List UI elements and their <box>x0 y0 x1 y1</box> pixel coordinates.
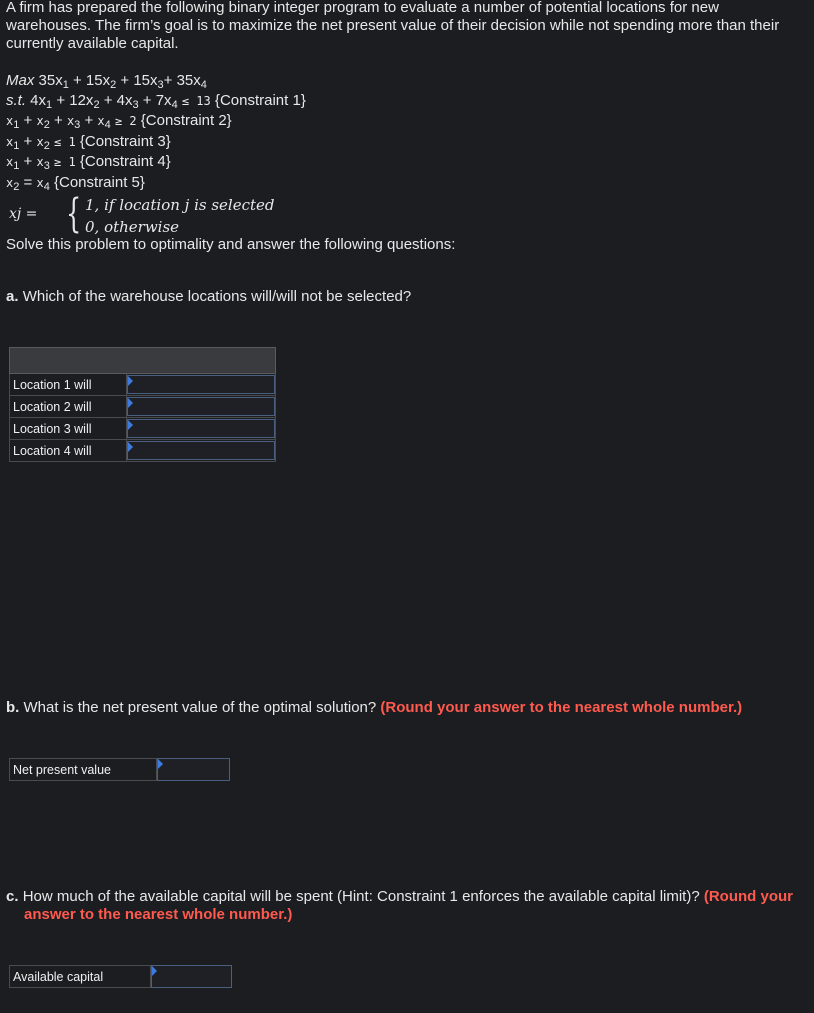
constraint-2: $x_1 + x_2 + x_3 + x_4 \ge 2$ {Constraint 2} <box>6 112 232 131</box>
capital-input[interactable] <box>151 965 232 988</box>
question-c-label: c. <box>6 888 19 905</box>
question-b-label: b. <box>6 699 20 716</box>
question-b-note: (Round your answer to the nearest whole number.) <box>380 699 743 716</box>
location-2-input[interactable] <box>127 397 275 416</box>
row-label: Location 4 will <box>10 440 127 462</box>
npv-input[interactable] <box>157 758 230 781</box>
row-label: Location 2 will <box>10 396 127 418</box>
location-1-input[interactable] <box>127 375 275 394</box>
objective-line: Max $35x_1 + 15x_2 + 15x_3+ 35x_4$ <box>6 72 207 91</box>
npv-label: Net present value <box>9 758 157 781</box>
capital-field <box>9 965 232 988</box>
answer-flag-icon <box>128 442 133 452</box>
solve-instruction: Solve this problem to optimality and answer the following questions: <box>6 236 456 253</box>
answer-flag-icon <box>152 966 157 976</box>
question-c-text: How much of the available capital will be spent (Hint: Constraint 1 enforces the available capital limit)? <box>22 888 700 905</box>
brace-symbol: { <box>66 191 82 237</box>
question-a <box>6 288 411 306</box>
constraint-5: $x_2 = x_4$ {Constraint 5} <box>6 173 145 193</box>
constraint-4: $x_1 + x_3 \ge 1$ {Constraint 4} <box>6 153 171 172</box>
location-4-input[interactable] <box>127 441 275 460</box>
objective-prefix: Max <box>6 72 35 89</box>
question-c <box>6 888 814 924</box>
table-row <box>10 440 276 462</box>
npv-field <box>9 758 230 781</box>
answer-flag-icon <box>128 420 133 430</box>
case-otherwise: 0, otherwise <box>85 218 180 236</box>
question-a-text: Which of the warehouse locations will/will not be selected? <box>22 288 412 305</box>
row-label: Location 1 will <box>10 374 127 396</box>
xj-label: xj = <box>9 206 38 222</box>
constraint-1: s.t. $4x_1 + 12x_2 + 4x_3 + 7x_4 \le 13$ {Constraint 1} <box>6 91 306 111</box>
case-selected: 1, if location j is selected <box>85 196 275 214</box>
locations-table <box>9 347 276 462</box>
answer-flag-icon <box>128 398 133 408</box>
question-b-text: What is the net present value of the optimal solution? <box>23 699 377 716</box>
answer-flag-icon <box>128 376 133 386</box>
location-3-input[interactable] <box>127 419 275 438</box>
question-a-label: a. <box>6 288 19 305</box>
question-b <box>6 699 742 717</box>
row-label: Location 3 will <box>10 418 127 440</box>
answer-flag-icon <box>158 759 163 769</box>
question-c-note: (Round your answer to the nearest whole number.) <box>24 888 794 923</box>
lp-model <box>6 71 306 193</box>
problem-intro: A firm has prepared the following binary integer program to evaluate a number of potential locations for new warehouses. The firm’s goal is to maximize the net present value of their decision while not spending more than their currently available capital. <box>6 0 780 52</box>
table-row <box>10 374 276 396</box>
constraint-3: $x_1 + x_2 \le 1$ {Constraint 3} <box>6 132 171 152</box>
table-header <box>10 348 276 374</box>
capital-label: Available capital <box>9 965 151 988</box>
table-row <box>10 418 276 440</box>
table-row <box>10 396 276 418</box>
